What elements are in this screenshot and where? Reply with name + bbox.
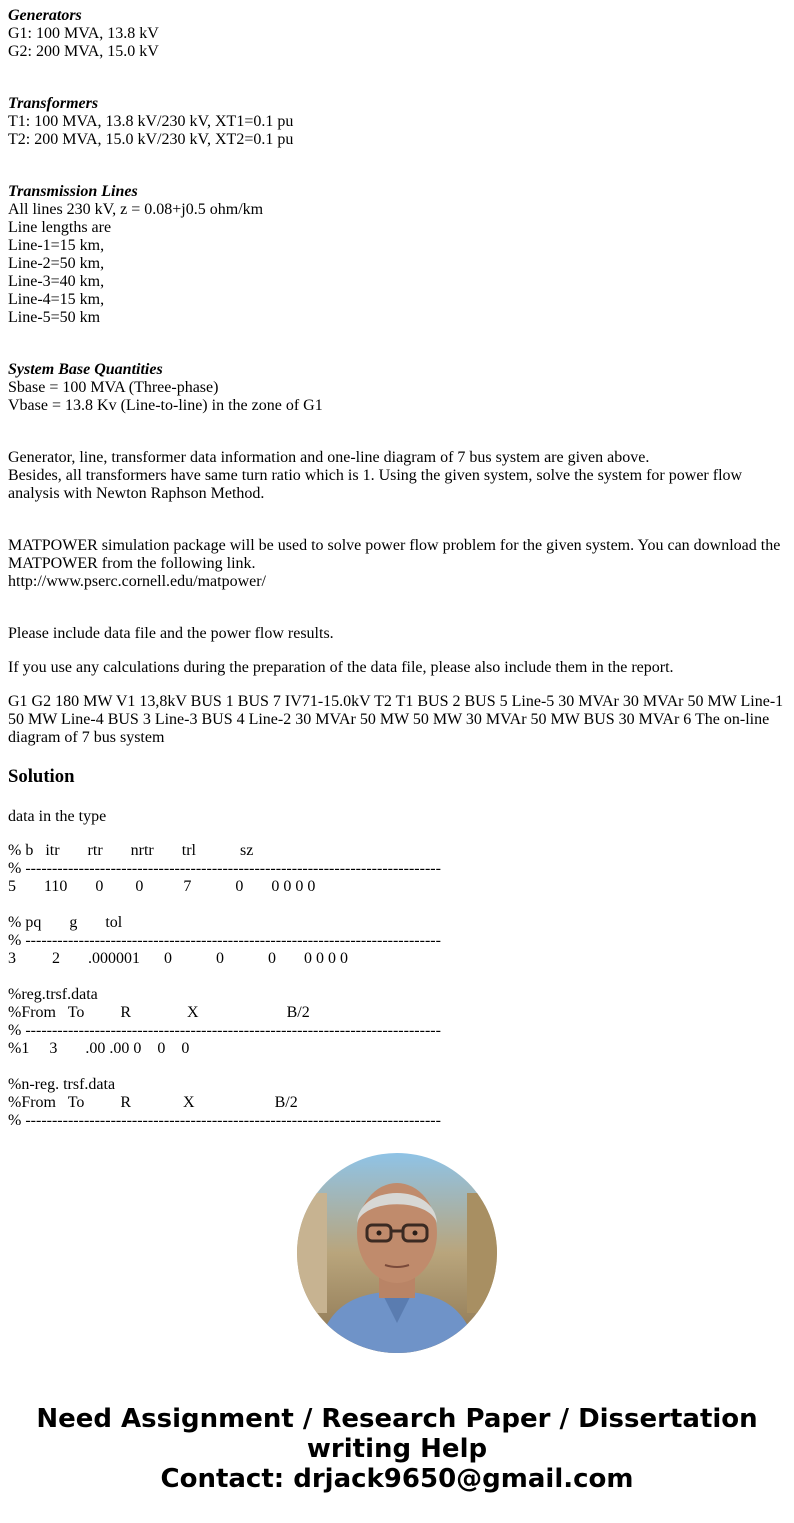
code-header: %From To R X B/2 [8, 1004, 310, 1021]
promo-line: Need Assignment / Research Paper / Dissertation [36, 1404, 758, 1434]
code-row: 5 110 0 0 7 0 0 0 0 0 [8, 878, 316, 895]
calculations-paragraph: If you use any calculations during the preparation of the data file, please also include them in the report. [8, 659, 674, 676]
problem-paragraph-line: Generator, line, transformer data information and one-line diagram of 7 bus system are given above. [8, 449, 650, 466]
code-title: %n-reg. trsf.data [8, 1076, 116, 1093]
transmission-line-item: Line-4=15 km, [8, 291, 105, 308]
transmission-line-item: Line-3=40 km, [8, 273, 105, 290]
matpower-paragraph: MATPOWER simulation package will be used to solve power flow problem for the given system. You can download the MATPOWER from the following link. [8, 537, 781, 572]
promo-footer [0, 1404, 794, 1494]
code-row: 3 2 .000001 0 0 0 0 0 0 0 [8, 950, 348, 967]
transformer-line: T1: 100 MVA, 13.8 kV/230 kV, XT1=0.1 pu [8, 113, 294, 130]
portrait-illustration [297, 1153, 497, 1353]
solution-intro: data in the type [8, 808, 107, 825]
transmission-line-item: Line-1=15 km, [8, 237, 105, 254]
matpower-link[interactable]: http://www.pserc.cornell.edu/matpower/ [8, 573, 266, 590]
code-divider: % ------------------------------------------------------------------------------ [8, 1112, 441, 1129]
transmission-line-item: Line lengths are [8, 219, 112, 236]
contact-line: Contact: drjack9650@gmail.com [160, 1464, 634, 1494]
author-photo [297, 1153, 497, 1353]
code-title: %reg.trsf.data [8, 986, 98, 1003]
transmission-line-item: Line-2=50 km, [8, 255, 105, 272]
generator-line: G2: 200 MVA, 15.0 kV [8, 43, 159, 60]
code-header: %From To R X B/2 [8, 1094, 298, 1111]
promo-line: writing Help [306, 1434, 488, 1464]
transmission-lines-heading: Transmission Lines [8, 183, 138, 200]
system-base-line: Sbase = 100 MVA (Three-phase) [8, 379, 219, 396]
system-base-line: Vbase = 13.8 Kv (Line-to-line) in the zone of G1 [8, 397, 323, 414]
transmission-line-item: All lines 230 kV, z = 0.08+j0.5 ohm/km [8, 201, 264, 218]
code-header: % b itr rtr nrtr trl sz [8, 842, 254, 859]
code-row: %1 3 .00 .00 0 0 0 [8, 1040, 190, 1057]
code-header: % pq g tol [8, 914, 123, 931]
code-divider: % ------------------------------------------------------------------------------ [8, 932, 441, 949]
transformers-heading: Transformers [8, 95, 99, 112]
problem-paragraph-line: Besides, all transformers have same turn ratio which is 1. Using the given system, solve the system for power flow analysis with Newton Raphson Method. [8, 467, 743, 502]
diagram-text: G1 G2 180 MW V1 13,8kV BUS 1 BUS 7 IV71-15.0kV T2 T1 BUS 2 BUS 5 Line-5 30 MVAr 30 MVAr 50 MW Line-1 50 MW Line-4 BUS 3 Line-3 BUS 4 Line-2 30 MVAr 50 MW 50 MW 30 MVAr 50 MW BUS 30 MVAr 6 The on-line diagram of 7 bus system [8, 693, 784, 746]
code-divider: % ------------------------------------------------------------------------------ [8, 860, 441, 877]
include-data-paragraph: Please include data file and the power flow results. [8, 625, 334, 642]
transmission-line-item: Line-5=50 km [8, 309, 101, 326]
solution-heading: Solution [8, 766, 75, 787]
generator-line: G1: 100 MVA, 13.8 kV [8, 25, 159, 42]
system-base-heading: System Base Quantities [8, 361, 163, 378]
transformer-line: T2: 200 MVA, 15.0 kV/230 kV, XT2=0.1 pu [8, 131, 294, 148]
document-body [8, 7, 788, 1130]
code-divider: % ------------------------------------------------------------------------------ [8, 1022, 441, 1039]
generators-heading: Generators [8, 7, 82, 24]
